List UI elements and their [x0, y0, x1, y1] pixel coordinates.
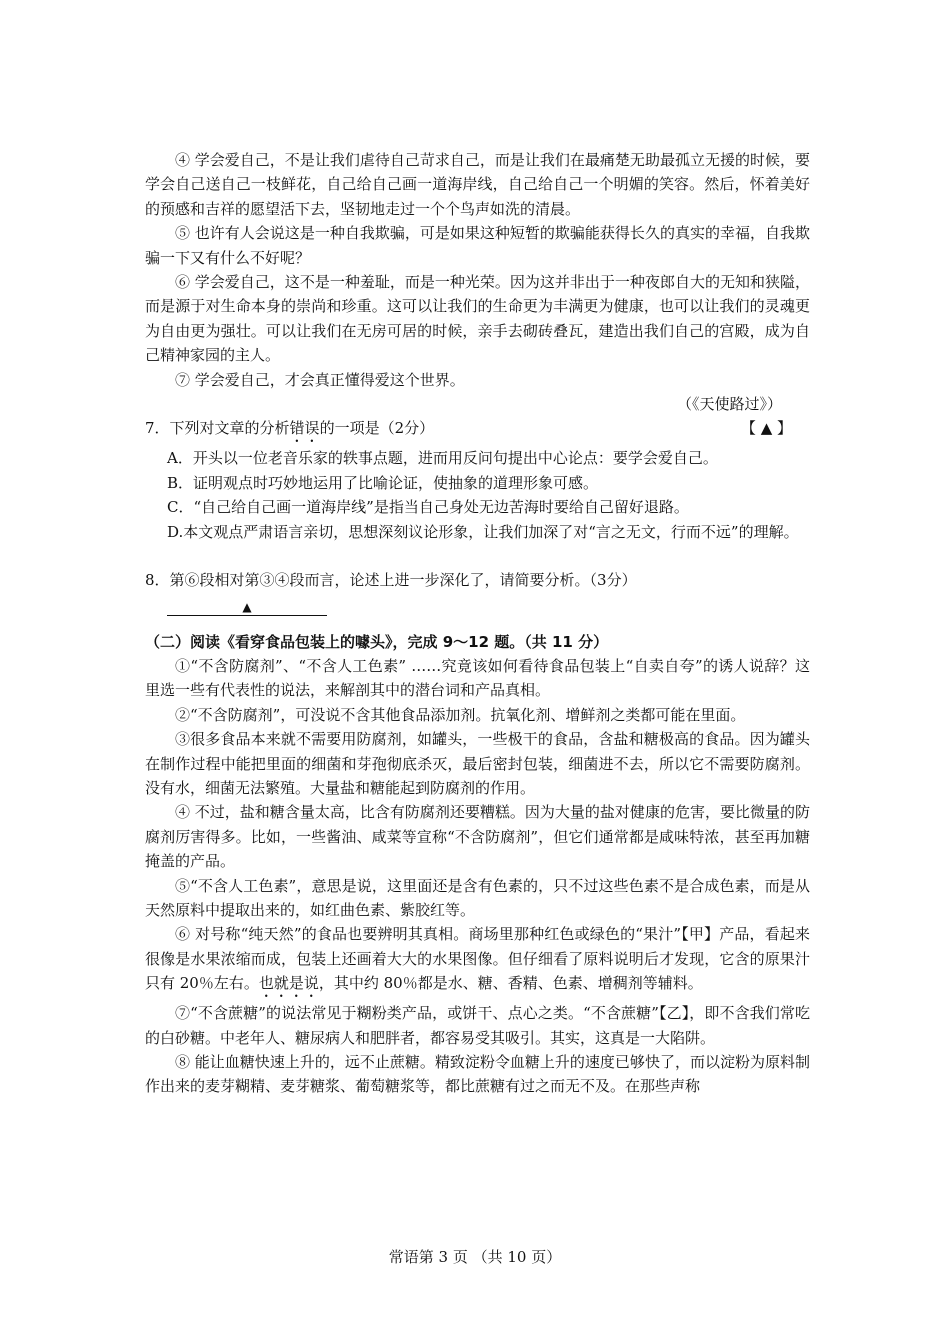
question-7-option-a: A．开头以一位老音乐家的轶事点题，进而用反问句提出中心论点：要学会爱自己。: [167, 449, 718, 468]
section2-para-2: ②“不含防腐剂”，可没说不含其他食品添加剂。抗氧化剂、增鲜剂之类都可能在里面。: [175, 705, 746, 724]
section2-para-6: ⑥ 对号称“纯天然”的食品也要辨明其真相。商场里那种红色或绿色的“果汁”【甲】产品，看起来很像是水果浓缩而成，包装上还画着大大的水果图像。但仔细看了原料说明后才发现，它含的原果汁只有 20％左右。也就是说，其中约 80％都是水、糖、香精、色素、增稠剂等辅料。: [145, 925, 810, 993]
question-7-option-b: B．证明观点时巧妙地运用了比喻论证，使抽象的道理形象可感。: [167, 473, 599, 492]
question-7-option-c: C．“自己给自己画一道海岸线”是指当自己身处无边苦海时要给自己留好退路。: [167, 498, 689, 517]
section2-para-5: ⑤“不含人工色素”，意思是说，这里面还是含有色素的，只不过这些色素不是合成色素，而是从天然原料中提取出来的，如红曲色素、紫胶红等。: [145, 876, 810, 919]
section-2-title: （二）阅读《看穿食品包装上的噱头》，完成 9～12 题。（共 11 分）: [145, 632, 609, 651]
section2-para-6-emphasis: 也就是说: [258, 974, 319, 993]
passage1-para-5: ⑤ 也许有人会说这是一种自我欺骗，可是如果这种短暂的欺骗能获得长久的真实的幸福，自我欺骗一下又有什么不好呢？: [145, 224, 810, 267]
question-7-answer-bracket[interactable]: 【 ▲ 】: [740, 419, 792, 438]
question-7-emphasis: 错误: [289, 419, 320, 438]
passage1-para-7: ⑦ 学会爱自己，才会真正懂得爱这个世界。: [175, 370, 465, 389]
passage1-para-6: ⑥ 学会爱自己，这不是一种羞耻，而是一种光荣。因为这并非出于一种夜郎自大的无知和狭隘，而是源于对生命本身的崇尚和珍重。这可以让我们的生命更为丰满更为健康，也可以让我们的灵魂更为自由更为强壮。可以让我们在无房可居的时候，亲手去砌砖叠瓦，建造出我们自己的宫殿，成为自己精神家园的主人。: [145, 273, 810, 365]
page-footer: 常语第 3 页 （共 10 页）: [388, 1248, 562, 1266]
section2-para-1: ①“不含防腐剂”、“不含人工色素” ……究竟该如何看待食品包装上“自卖自夸”的诱人说辞？这里选一些有代表性的说法，来解剖其中的潜台词和产品真相。: [145, 656, 810, 700]
exam-page: [145, 148, 810, 1099]
section2-para-7: ⑦“不含蔗糖”的说法常见于糊粉类产品，或饼干、点心之类。“不含蔗糖”【乙】，即不含我们常吃的白砂糖。中老年人、糖尿病人和肥胖者，都容易受其吸引。其实，这真是一大陷阱。: [145, 1004, 810, 1047]
question-8-answer-line[interactable]: ▲: [167, 593, 327, 616]
passage1-source: （《天使路过》）: [676, 395, 782, 414]
question-7-stem: [145, 416, 810, 446]
passage1-para-4: ④ 学会爱自己，不是让我们虐待自己苛求自己，而是让我们在最痛楚无助最孤立无援的时候，要学会自己送自己一枝鲜花，自己给自己画一道海岸线，自己给自己一个明媚的笑容。然后，怀着美好的预感和吉祥的愿望活下去，坚韧地走过一个个鸟声如洗的清晨。: [145, 151, 810, 218]
question-7-option-d: D.本文观点严肃语言亲切，思想深刻议论形象，让我们加深了对“言之无文，行而不远”的理解。: [167, 522, 799, 541]
question-8-stem: 8．第⑥段相对第③④段而言，论述上进一步深化了，请简要分析。（3分）: [145, 571, 637, 590]
section2-para-3: ③很多食品本来就不需要用防腐剂，如罐头，一些极干的食品，含盐和糖极高的食品。因为罐头在制作过程中能把里面的细菌和芽孢彻底杀灭，最后密封包装，细菌进不去，所以它不需要防腐剂。没有水，细菌无法繁殖。大量盐和糖能起到防腐剂的作用。: [145, 730, 810, 797]
section2-para-4: ④ 不过，盐和糖含量太高，比含有防腐剂还要糟糕。因为大量的盐对健康的危害，要比微量的防腐剂厉害得多。比如，一些酱油、咸菜等宣称“不含防腐剂”，但它们通常都是咸味特浓，甚至再加糖掩盖的产品。: [145, 803, 810, 871]
section2-para-8: ⑧ 能让血糖快速上升的，远不止蔗糖。精致淀粉令血糖上升的速度已够快了，而以淀粉为原料制作出来的麦芽糊精、麦芽糖浆、葡萄糖浆等，都比蔗糖有过之而无不及。在那些声称: [145, 1053, 810, 1096]
question-7-text: 7．下列对文章的分析错误的一项是（2分）: [145, 419, 435, 438]
